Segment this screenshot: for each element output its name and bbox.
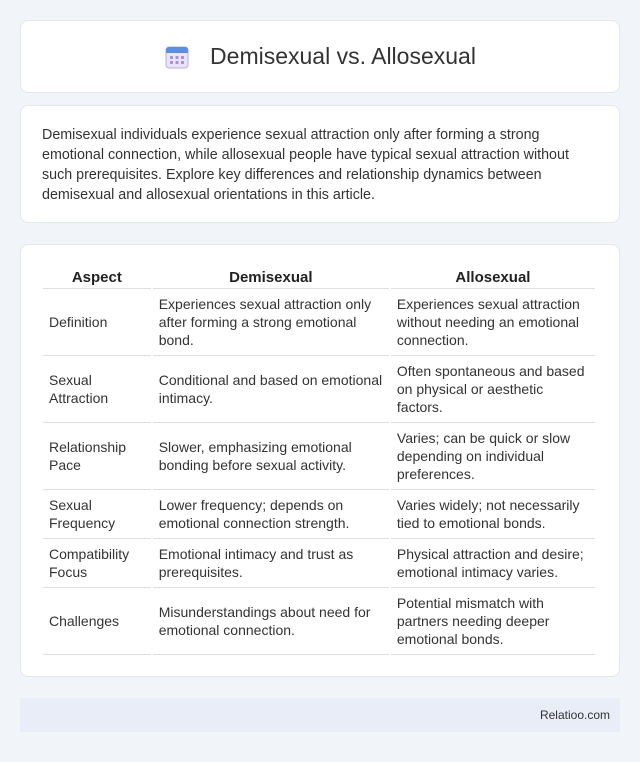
column-header-aspect: Aspect: [43, 263, 151, 289]
table-row: [43, 356, 595, 423]
comparison-table: [41, 263, 597, 655]
column-header-demisexual: Demisexual: [153, 263, 389, 289]
intro-card: [20, 105, 620, 223]
aspect-cell: Sexual Frequency: [43, 490, 151, 539]
aspect-cell: Sexual Attraction: [43, 356, 151, 423]
table-header-row: [43, 263, 595, 289]
allosexual-cell: Varies widely; not necessarily tied to emotional bonds.: [391, 490, 595, 539]
demisexual-cell: Slower, emphasizing emotional bonding before sexual activity.: [153, 423, 389, 490]
allosexual-cell: Often spontaneous and based on physical or aesthetic factors.: [391, 356, 595, 423]
demisexual-cell: Lower frequency; depends on emotional connection strength.: [153, 490, 389, 539]
aspect-cell: Definition: [43, 289, 151, 356]
allosexual-cell: Varies; can be quick or slow depending on individual preferences.: [391, 423, 595, 490]
demisexual-cell: Misunderstandings about need for emotional connection.: [153, 588, 389, 655]
table-row: [43, 539, 595, 588]
allosexual-cell: Experiences sexual attraction without needing an emotional connection.: [391, 289, 595, 356]
intro-text: Demisexual individuals experience sexual attraction only after forming a strong emotional connection, while allosexual people have typical sexual attraction without such prerequisites. Explore key differences and relationship dynamics between demisexual and allosexual orientations in this article.: [42, 127, 569, 203]
footer: [20, 698, 620, 732]
aspect-cell: Relationship Pace: [43, 423, 151, 490]
title-card: [20, 20, 620, 93]
allosexual-cell: Potential mismatch with partners needing deeper emotional bonds.: [391, 588, 595, 655]
footer-brand: Relatioo.com: [539, 708, 610, 722]
demisexual-cell: Emotional intimacy and trust as prerequisites.: [153, 539, 389, 588]
comparison-table-card: [20, 244, 620, 677]
table-row: [43, 289, 595, 356]
calendar-icon: [164, 44, 190, 70]
demisexual-cell: Conditional and based on emotional intimacy.: [153, 356, 389, 423]
column-header-allosexual: Allosexual: [391, 263, 595, 289]
table-row: [43, 490, 595, 539]
table-row: [43, 588, 595, 655]
page-title: Demisexual vs. Allosexual: [210, 43, 476, 69]
aspect-cell: Compatibility Focus: [43, 539, 151, 588]
demisexual-cell: Experiences sexual attraction only after forming a strong emotional bond.: [153, 289, 389, 356]
allosexual-cell: Physical attraction and desire; emotional intimacy varies.: [391, 539, 595, 588]
aspect-cell: Challenges: [43, 588, 151, 655]
table-row: [43, 423, 595, 490]
